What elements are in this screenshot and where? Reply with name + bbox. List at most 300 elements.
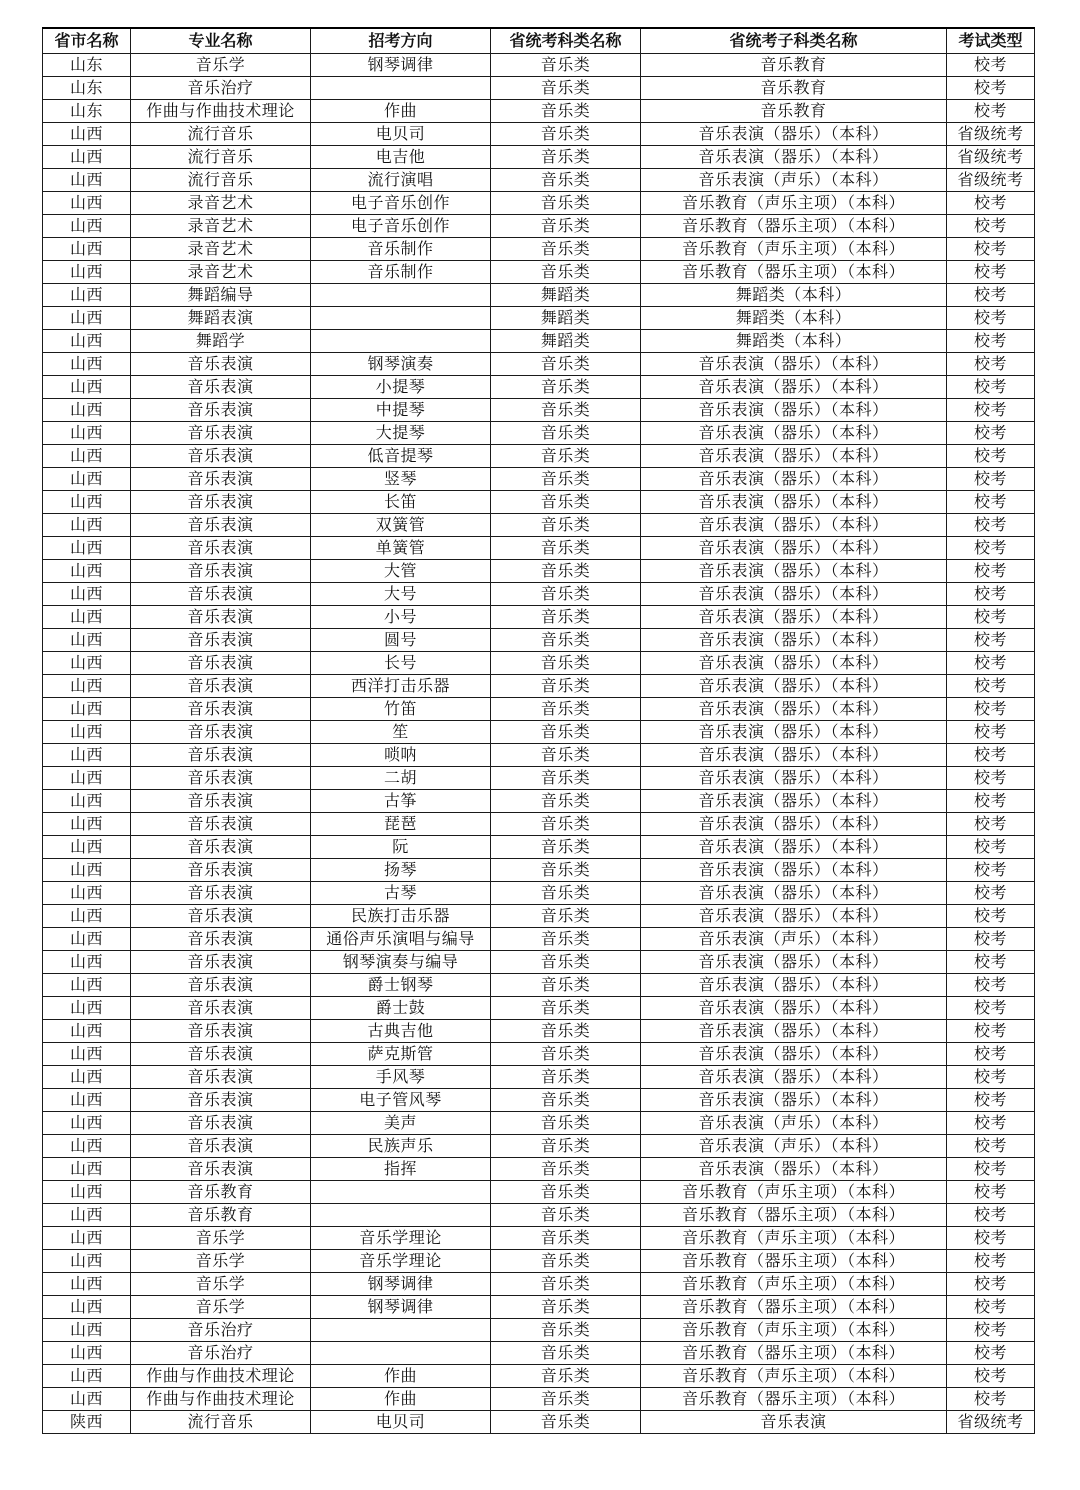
cell-exam-type: 校考: [947, 376, 1035, 399]
cell-province: 山西: [43, 813, 131, 836]
cell-category: 音乐类: [491, 675, 641, 698]
cell-province: 山西: [43, 192, 131, 215]
cell-exam-type: 校考: [947, 1158, 1035, 1181]
cell-province: 山西: [43, 537, 131, 560]
cell-major: 音乐表演: [131, 1043, 311, 1066]
cell-category: 音乐类: [491, 1365, 641, 1388]
cell-major: 音乐治疗: [131, 77, 311, 100]
cell-category: 音乐类: [491, 468, 641, 491]
table-row: [43, 882, 1035, 905]
cell-major: 音乐学: [131, 1273, 311, 1296]
cell-province: 山西: [43, 629, 131, 652]
cell-category: 舞蹈类: [491, 284, 641, 307]
table-row: [43, 1066, 1035, 1089]
cell-subcategory: 音乐表演（器乐）（本科）: [641, 606, 947, 629]
cell-category: 音乐类: [491, 744, 641, 767]
cell-major: 音乐治疗: [131, 1342, 311, 1365]
cell-major: 音乐表演: [131, 399, 311, 422]
cell-category: 音乐类: [491, 1273, 641, 1296]
cell-major: 音乐表演: [131, 1020, 311, 1043]
table-row: [43, 77, 1035, 100]
cell-subcategory: 音乐表演（器乐）（本科）: [641, 399, 947, 422]
cell-subcategory: 音乐教育（声乐主项）（本科）: [641, 238, 947, 261]
cell-direction: [311, 307, 491, 330]
cell-direction: [311, 1181, 491, 1204]
cell-subcategory: 音乐教育（器乐主项）（本科）: [641, 1250, 947, 1273]
cell-major: 音乐表演: [131, 606, 311, 629]
cell-exam-type: 校考: [947, 1043, 1035, 1066]
cell-subcategory: 音乐表演（器乐）（本科）: [641, 974, 947, 997]
cell-province: 山东: [43, 100, 131, 123]
cell-province: 山西: [43, 1227, 131, 1250]
cell-direction: 双簧管: [311, 514, 491, 537]
table-row: [43, 1020, 1035, 1043]
cell-category: 音乐类: [491, 514, 641, 537]
cell-major: 音乐教育: [131, 1181, 311, 1204]
cell-direction: 竖琴: [311, 468, 491, 491]
cell-exam-type: 校考: [947, 491, 1035, 514]
cell-subcategory: 音乐表演（器乐）（本科）: [641, 997, 947, 1020]
cell-direction: 音乐制作: [311, 261, 491, 284]
cell-subcategory: 音乐表演（器乐）（本科）: [641, 721, 947, 744]
table-row: [43, 721, 1035, 744]
cell-category: 音乐类: [491, 1227, 641, 1250]
table-row: [43, 1319, 1035, 1342]
cell-major: 音乐表演: [131, 1158, 311, 1181]
cell-major: 舞蹈学: [131, 330, 311, 353]
cell-province: 山西: [43, 1342, 131, 1365]
table-row: [43, 652, 1035, 675]
cell-category: 音乐类: [491, 1043, 641, 1066]
cell-major: 作曲与作曲技术理论: [131, 1365, 311, 1388]
cell-category: 音乐类: [491, 353, 641, 376]
cell-province: 山西: [43, 1296, 131, 1319]
cell-province: 山西: [43, 376, 131, 399]
cell-category: 音乐类: [491, 974, 641, 997]
cell-province: 山西: [43, 1250, 131, 1273]
cell-category: 音乐类: [491, 376, 641, 399]
cell-subcategory: 音乐表演（器乐）（本科）: [641, 491, 947, 514]
cell-direction: 古典吉他: [311, 1020, 491, 1043]
cell-major: 音乐学: [131, 1227, 311, 1250]
cell-category: 音乐类: [491, 882, 641, 905]
cell-category: 音乐类: [491, 491, 641, 514]
cell-province: 山西: [43, 123, 131, 146]
table-row: [43, 146, 1035, 169]
cell-subcategory: 音乐教育（器乐主项）（本科）: [641, 1342, 947, 1365]
cell-major: 音乐表演: [131, 514, 311, 537]
cell-direction: 琵琶: [311, 813, 491, 836]
cell-exam-type: 校考: [947, 100, 1035, 123]
cell-direction: 钢琴调律: [311, 54, 491, 77]
cell-subcategory: 音乐表演（器乐）（本科）: [641, 583, 947, 606]
cell-major: 音乐表演: [131, 1135, 311, 1158]
cell-category: 音乐类: [491, 560, 641, 583]
cell-subcategory: 音乐教育（声乐主项）（本科）: [641, 1273, 947, 1296]
cell-subcategory: 音乐教育: [641, 100, 947, 123]
cell-province: 山西: [43, 744, 131, 767]
cell-province: 山西: [43, 353, 131, 376]
cell-exam-type: 校考: [947, 1227, 1035, 1250]
cell-province: 山西: [43, 882, 131, 905]
cell-exam-type: 校考: [947, 813, 1035, 836]
cell-subcategory: 音乐表演（器乐）（本科）: [641, 859, 947, 882]
cell-major: 音乐表演: [131, 1112, 311, 1135]
cell-exam-type: 校考: [947, 790, 1035, 813]
cell-direction: 单簧管: [311, 537, 491, 560]
cell-subcategory: 音乐表演（器乐）（本科）: [641, 1158, 947, 1181]
cell-province: 山西: [43, 951, 131, 974]
cell-exam-type: 校考: [947, 606, 1035, 629]
cell-subcategory: 音乐表演（器乐）（本科）: [641, 629, 947, 652]
table-row: [43, 606, 1035, 629]
cell-major: 音乐表演: [131, 698, 311, 721]
cell-direction: 二胡: [311, 767, 491, 790]
cell-category: 音乐类: [491, 192, 641, 215]
cell-exam-type: 校考: [947, 1388, 1035, 1411]
cell-province: 山西: [43, 790, 131, 813]
cell-direction: 大提琴: [311, 422, 491, 445]
cell-province: 山西: [43, 330, 131, 353]
cell-direction: 音乐学理论: [311, 1250, 491, 1273]
cell-category: 音乐类: [491, 836, 641, 859]
cell-subcategory: 音乐教育（声乐主项）（本科）: [641, 1181, 947, 1204]
cell-major: 音乐表演: [131, 928, 311, 951]
cell-exam-type: 省级统考: [947, 123, 1035, 146]
cell-major: 音乐教育: [131, 1204, 311, 1227]
cell-major: 音乐学: [131, 1296, 311, 1319]
cell-major: 音乐表演: [131, 813, 311, 836]
cell-direction: 阮: [311, 836, 491, 859]
cell-major: 音乐表演: [131, 859, 311, 882]
cell-exam-type: 校考: [947, 307, 1035, 330]
cell-exam-type: 校考: [947, 514, 1035, 537]
table-row: [43, 123, 1035, 146]
table-row: [43, 353, 1035, 376]
cell-subcategory: 音乐教育（器乐主项）（本科）: [641, 261, 947, 284]
cell-direction: 爵士钢琴: [311, 974, 491, 997]
cell-subcategory: 音乐教育（器乐主项）（本科）: [641, 1388, 947, 1411]
cell-direction: 古筝: [311, 790, 491, 813]
cell-direction: 竹笛: [311, 698, 491, 721]
cell-major: 流行音乐: [131, 1411, 311, 1434]
cell-subcategory: 音乐表演（声乐）（本科）: [641, 1135, 947, 1158]
cell-major: 音乐表演: [131, 583, 311, 606]
table-row: [43, 330, 1035, 353]
cell-category: 音乐类: [491, 100, 641, 123]
cell-province: 山西: [43, 146, 131, 169]
cell-exam-type: 校考: [947, 445, 1035, 468]
cell-province: 山西: [43, 1112, 131, 1135]
cell-exam-type: 校考: [947, 698, 1035, 721]
cell-province: 山西: [43, 974, 131, 997]
cell-exam-type: 校考: [947, 215, 1035, 238]
cell-subcategory: 音乐表演（器乐）（本科）: [641, 652, 947, 675]
cell-category: 音乐类: [491, 1388, 641, 1411]
cell-subcategory: 音乐表演（器乐）（本科）: [641, 123, 947, 146]
cell-exam-type: 校考: [947, 560, 1035, 583]
cell-direction: 流行演唱: [311, 169, 491, 192]
table-row: [43, 698, 1035, 721]
cell-direction: 音乐制作: [311, 238, 491, 261]
cell-direction: 作曲: [311, 1365, 491, 1388]
cell-province: 山西: [43, 1388, 131, 1411]
cell-direction: 萨克斯管: [311, 1043, 491, 1066]
cell-exam-type: 校考: [947, 859, 1035, 882]
cell-subcategory: 音乐表演（声乐）（本科）: [641, 928, 947, 951]
cell-category: 音乐类: [491, 399, 641, 422]
cell-province: 山西: [43, 675, 131, 698]
cell-category: 音乐类: [491, 537, 641, 560]
table-row: [43, 1388, 1035, 1411]
cell-major: 录音艺术: [131, 238, 311, 261]
cell-direction: 西洋打击乐器: [311, 675, 491, 698]
cell-province: 山西: [43, 238, 131, 261]
cell-province: 山西: [43, 1020, 131, 1043]
cell-major: 音乐表演: [131, 445, 311, 468]
table-row: [43, 1181, 1035, 1204]
cell-direction: 大号: [311, 583, 491, 606]
cell-subcategory: 舞蹈类（本科）: [641, 284, 947, 307]
cell-major: 音乐表演: [131, 468, 311, 491]
cell-category: 音乐类: [491, 123, 641, 146]
table-row: [43, 192, 1035, 215]
cell-category: 音乐类: [491, 928, 641, 951]
cell-direction: 美声: [311, 1112, 491, 1135]
cell-category: 音乐类: [491, 767, 641, 790]
table-row: [43, 675, 1035, 698]
table-row: [43, 1204, 1035, 1227]
cell-subcategory: 音乐教育（声乐主项）（本科）: [641, 1365, 947, 1388]
cell-category: 音乐类: [491, 77, 641, 100]
cell-subcategory: 音乐表演（器乐）（本科）: [641, 445, 947, 468]
cell-subcategory: 音乐表演（器乐）（本科）: [641, 790, 947, 813]
cell-category: 音乐类: [491, 1112, 641, 1135]
table-row: [43, 215, 1035, 238]
cell-major: 音乐学: [131, 1250, 311, 1273]
cell-category: 音乐类: [491, 1296, 641, 1319]
cell-major: 音乐表演: [131, 882, 311, 905]
document-page: [42, 27, 1034, 1434]
cell-direction: 民族打击乐器: [311, 905, 491, 928]
cell-category: 音乐类: [491, 1135, 641, 1158]
cell-province: 山西: [43, 1089, 131, 1112]
cell-direction: [311, 77, 491, 100]
cell-province: 山西: [43, 767, 131, 790]
cell-province: 山西: [43, 905, 131, 928]
cell-category: 音乐类: [491, 1204, 641, 1227]
cell-exam-type: 校考: [947, 1250, 1035, 1273]
cell-direction: 唢呐: [311, 744, 491, 767]
cell-subcategory: 音乐教育: [641, 54, 947, 77]
cell-province: 山西: [43, 859, 131, 882]
table-row: [43, 1296, 1035, 1319]
table-row: [43, 1342, 1035, 1365]
table-row: [43, 169, 1035, 192]
cell-direction: 电子音乐创作: [311, 215, 491, 238]
cell-subcategory: 音乐表演（器乐）（本科）: [641, 1066, 947, 1089]
cell-direction: 小号: [311, 606, 491, 629]
cell-direction: 笙: [311, 721, 491, 744]
cell-category: 音乐类: [491, 652, 641, 675]
cell-category: 音乐类: [491, 445, 641, 468]
cell-direction: [311, 1342, 491, 1365]
cell-province: 山西: [43, 514, 131, 537]
cell-category: 音乐类: [491, 721, 641, 744]
table-row: [43, 974, 1035, 997]
cell-category: 音乐类: [491, 1066, 641, 1089]
cell-exam-type: 校考: [947, 330, 1035, 353]
cell-province: 山东: [43, 77, 131, 100]
cell-subcategory: 音乐表演（器乐）（本科）: [641, 514, 947, 537]
cell-province: 山西: [43, 583, 131, 606]
cell-subcategory: 音乐表演（声乐）（本科）: [641, 169, 947, 192]
table-row: [43, 1158, 1035, 1181]
cell-major: 音乐表演: [131, 974, 311, 997]
cell-province: 山西: [43, 836, 131, 859]
cell-subcategory: 音乐教育（声乐主项）（本科）: [641, 192, 947, 215]
cell-major: 音乐表演: [131, 1089, 311, 1112]
table-row: [43, 1043, 1035, 1066]
cell-major: 流行音乐: [131, 169, 311, 192]
cell-exam-type: 校考: [947, 1319, 1035, 1342]
cell-major: 音乐表演: [131, 560, 311, 583]
cell-major: 音乐表演: [131, 721, 311, 744]
cell-province: 山西: [43, 1319, 131, 1342]
cell-major: 音乐表演: [131, 1066, 311, 1089]
cell-exam-type: 校考: [947, 997, 1035, 1020]
table-row: [43, 629, 1035, 652]
cell-province: 山西: [43, 928, 131, 951]
cell-subcategory: 音乐表演（器乐）（本科）: [641, 951, 947, 974]
cell-direction: 手风琴: [311, 1066, 491, 1089]
table-row: [43, 997, 1035, 1020]
cell-direction: 指挥: [311, 1158, 491, 1181]
cell-direction: 钢琴调律: [311, 1296, 491, 1319]
cell-exam-type: 校考: [947, 1365, 1035, 1388]
cell-major: 音乐表演: [131, 353, 311, 376]
cell-direction: 低音提琴: [311, 445, 491, 468]
admissions-table: [42, 27, 1035, 1434]
cell-direction: 钢琴演奏与编导: [311, 951, 491, 974]
cell-major: 流行音乐: [131, 146, 311, 169]
cell-subcategory: 音乐教育（器乐主项）（本科）: [641, 1296, 947, 1319]
cell-exam-type: 校考: [947, 1020, 1035, 1043]
table-row: [43, 1089, 1035, 1112]
table-row: [43, 491, 1035, 514]
cell-category: 音乐类: [491, 905, 641, 928]
cell-subcategory: 音乐表演（器乐）（本科）: [641, 813, 947, 836]
cell-province: 山西: [43, 721, 131, 744]
cell-exam-type: 校考: [947, 767, 1035, 790]
cell-direction: [311, 1319, 491, 1342]
table-header: [43, 28, 1035, 54]
cell-province: 山西: [43, 1273, 131, 1296]
cell-category: 音乐类: [491, 54, 641, 77]
cell-major: 音乐表演: [131, 629, 311, 652]
cell-province: 山西: [43, 399, 131, 422]
cell-direction: 长笛: [311, 491, 491, 514]
cell-province: 山西: [43, 261, 131, 284]
cell-subcategory: 音乐表演（器乐）（本科）: [641, 882, 947, 905]
cell-subcategory: 音乐教育（声乐主项）（本科）: [641, 1319, 947, 1342]
cell-subcategory: 音乐表演（器乐）（本科）: [641, 537, 947, 560]
cell-direction: 小提琴: [311, 376, 491, 399]
cell-direction: 钢琴调律: [311, 1273, 491, 1296]
cell-category: 音乐类: [491, 583, 641, 606]
cell-exam-type: 校考: [947, 905, 1035, 928]
cell-major: 音乐表演: [131, 767, 311, 790]
cell-exam-type: 校考: [947, 675, 1035, 698]
cell-major: 舞蹈表演: [131, 307, 311, 330]
cell-major: 流行音乐: [131, 123, 311, 146]
cell-category: 音乐类: [491, 1319, 641, 1342]
cell-major: 音乐表演: [131, 376, 311, 399]
table-row: [43, 1273, 1035, 1296]
cell-province: 山西: [43, 997, 131, 1020]
cell-exam-type: 校考: [947, 974, 1035, 997]
header-direction: 招考方向: [311, 28, 491, 54]
cell-major: 作曲与作曲技术理论: [131, 100, 311, 123]
cell-exam-type: 校考: [947, 951, 1035, 974]
cell-subcategory: 音乐表演（器乐）（本科）: [641, 468, 947, 491]
cell-category: 音乐类: [491, 238, 641, 261]
cell-exam-type: 校考: [947, 1089, 1035, 1112]
cell-direction: 圆号: [311, 629, 491, 652]
cell-exam-type: 校考: [947, 77, 1035, 100]
cell-exam-type: 校考: [947, 721, 1035, 744]
cell-major: 音乐治疗: [131, 1319, 311, 1342]
cell-category: 音乐类: [491, 215, 641, 238]
cell-exam-type: 校考: [947, 54, 1035, 77]
cell-exam-type: 校考: [947, 468, 1035, 491]
cell-exam-type: 校考: [947, 1273, 1035, 1296]
cell-major: 音乐表演: [131, 905, 311, 928]
cell-direction: 通俗声乐演唱与编导: [311, 928, 491, 951]
cell-province: 山西: [43, 606, 131, 629]
cell-category: 音乐类: [491, 951, 641, 974]
cell-province: 山西: [43, 307, 131, 330]
table-row: [43, 468, 1035, 491]
cell-category: 音乐类: [491, 790, 641, 813]
cell-province: 山西: [43, 1043, 131, 1066]
cell-major: 音乐表演: [131, 422, 311, 445]
table-row: [43, 560, 1035, 583]
cell-exam-type: 校考: [947, 744, 1035, 767]
cell-subcategory: 音乐表演（声乐）（本科）: [641, 1112, 947, 1135]
cell-category: 音乐类: [491, 1342, 641, 1365]
cell-province: 山西: [43, 1204, 131, 1227]
table-row: [43, 1135, 1035, 1158]
cell-subcategory: 舞蹈类（本科）: [641, 330, 947, 353]
table-row: [43, 514, 1035, 537]
cell-exam-type: 校考: [947, 1342, 1035, 1365]
cell-major: 作曲与作曲技术理论: [131, 1388, 311, 1411]
cell-category: 音乐类: [491, 606, 641, 629]
cell-province: 山西: [43, 1066, 131, 1089]
cell-major: 音乐表演: [131, 951, 311, 974]
table-row: [43, 422, 1035, 445]
cell-major: 音乐表演: [131, 997, 311, 1020]
table-row: [43, 767, 1035, 790]
cell-subcategory: 音乐表演（器乐）（本科）: [641, 1089, 947, 1112]
cell-exam-type: 校考: [947, 1181, 1035, 1204]
header-subcategory: 省统考子科类名称: [641, 28, 947, 54]
header-category: 省统考科类名称: [491, 28, 641, 54]
table-row: [43, 100, 1035, 123]
cell-province: 山西: [43, 560, 131, 583]
cell-category: 音乐类: [491, 859, 641, 882]
